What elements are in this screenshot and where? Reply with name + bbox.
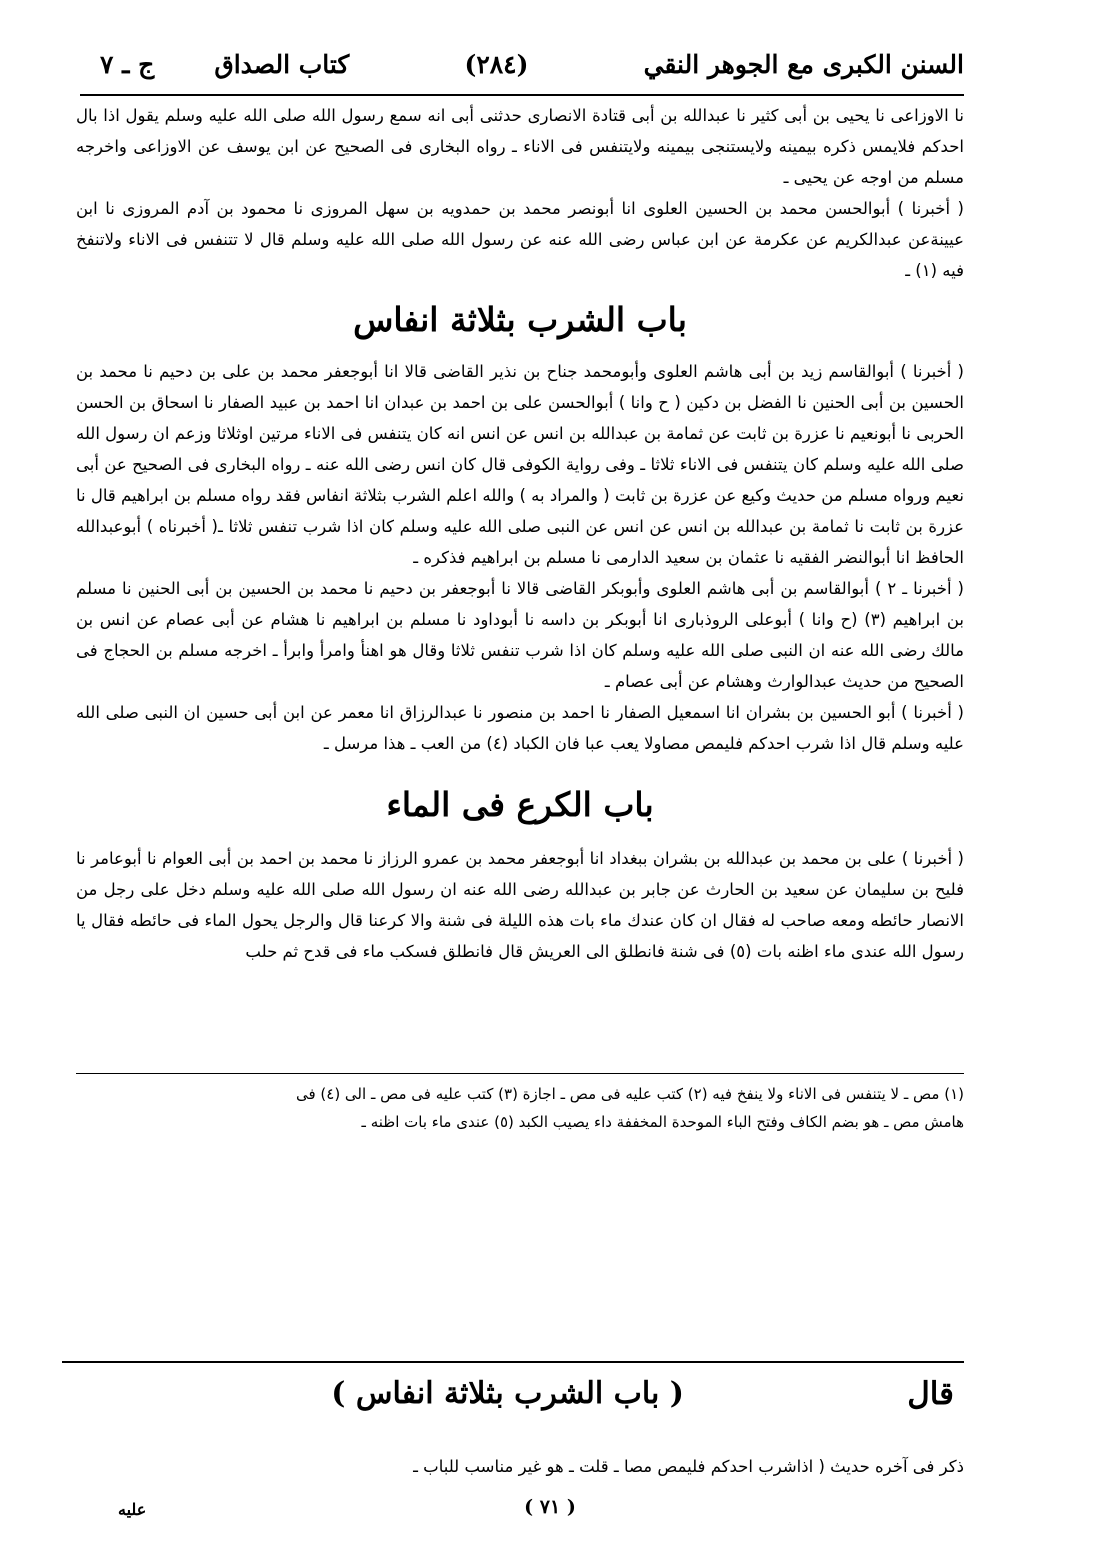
footer-page-number: ( ٧١ ) (524, 1496, 576, 1518)
paragraph-1: نا الاوزاعى نا يحيى بن أبى كثير نا عبدالله بن أبى قتادة الانصارى حدثنى أبى انه سمع رسول الله صلى الله عليه وسلم يقول اذا بال احدكم فلايمس ذكره بيمينه ولايستنجى بيمينه ولايتنفس فى الاناء ـ رواه البخارى فى الصحيح عن ابن يوسف عن الاوزاعى واخرجه مسلم من اوجه عن يحيى ـ (76, 106, 964, 187)
commentary-chapter-title: ( باب الشرب بثلاثة انفاس ) (331, 1376, 684, 1411)
commentary-heading (100, 1372, 964, 1428)
book-title: السنن الكبرى مع الجوهر النقي (643, 49, 964, 79)
paragraph-4: ( أخبرنا ـ ٢ ) أبوالقاسم بن أبى هاشم العلوى وأبوبكر القاضى قالا نا أبوجعفر بن دحيم نا محمد بن الحسين بن أبى الحنين نا مسلم بن ابراهيم (٣) (ح وانا ) أبوعلى الروذبارى انا أبوبكر بن داسه نا أبوداود نا مسلم بن ابراهيم نا هشام عن أبى عصام عن انس بن مالك رضى الله عنه ان النبى صلى الله عليه وسلم كان اذا شرب تنفس ثلاثا وقال هو اهنأ وامرأ وابرأ ـ اخرجه مسلم بن الحجاج فى الصحيح من حديث عبدالوارث وهشام عن أبى عصام ـ (76, 579, 964, 691)
footnote-line-2: هامش مص ـ هو بضم الكاف وفتح الباء الموحدة المخففة داء يصيب الكبد (٥) عندى ماء بات اظنه ـ (361, 1113, 964, 1131)
footnote-rule (76, 1073, 964, 1074)
header-left-group (100, 50, 349, 79)
section-title-karaa: باب الكرع فى الماء (386, 785, 654, 824)
volume-number: ج ـ ٧ (100, 49, 155, 79)
commentary-text: ذكر فى آخره حديث ( اذاشرب احدكم فليمص مصا ـ قلت ـ هو غير مناسب للباب ـ (413, 1457, 964, 1476)
main-text (76, 100, 964, 967)
paragraph-5: ( أخبرنا ) أبو الحسين بن بشران انا اسمعيل الصفار نا احمد بن منصور نا عبدالرزاق انا معمر عن ابن أبى حسين ان النبى صلى الله عليه وسلم قال اذا شرب احدكم فليمص مصاولا يعب عبا فان الكباد (٤) من العب ـ هذا مرسل ـ (76, 703, 964, 753)
commentary-qal: قال (907, 1376, 954, 1412)
footnote-line-1: (١) مص ـ لا يتنفس فى الاناء ولا ينفخ فيه (٢) كتب عليه فى مص ـ اجازة (٣) كتب عليه فى مص ـ الى (٤) فى (295, 1085, 964, 1103)
page-header (100, 42, 964, 86)
paragraph-6: ( أخبرنا ) على بن محمد بن عبدالله بن بشران ببغداد انا أبوجعفر محمد بن عمرو الرزاز نا محمد بن احمد بن أبى العوام نا أبوعامر نا فليح بن سليمان عن سعيد بن الحارث عن جابر بن عبدالله رضى الله عنه ان رسول الله صلى الله عليه وسلم دخل على رجل من الانصار حائطه ومعه صاحب له فقال ان كان عندك ماء بات هذه الليلة فى شنة والا كرعنا قال والرجل يحول الماء فى حائطه فقال يا رسول الله عندى ماء اظنه بات (٥) فى شنة فانطلق الى العريش قال فانطلق فسكب ماء فى قدح ثم حلب (76, 849, 964, 961)
chapter-title: كتاب الصداق (214, 49, 350, 79)
paragraph-2: ( أخبرنا ) أبوالحسن محمد بن الحسين العلوى انا أبونصر محمد بن حمدويه بن سهل المروزى نا محمود بن آدم المروزى نا ابن عيينةعن عبدالكريم عن عكرمة عن ابن عباس رضى الله عنه عن رسول الله صلى الله عليه وسلم قال لا تتنفس فى الاناء ولاتنفخ فيه (١) ـ (76, 199, 964, 280)
paragraph-3: ( أخبرنا ) أبوالقاسم زيد بن أبى هاشم العلوى وأبومحمد جناح بن نذير القاضى قالا انا أبوجعفر محمد بن على بن دحيم نا محمد بن الحسين بن أبى الحنين نا الفضل بن دكين ( ح وانا ) أبوالحسن على بن احمد بن عبدان انا احمد بن عبيد الصفار نا اسحاق بن الحسن الحربى نا أبونعيم نا عزرة بن ثابت عن ثمامة بن عبدالله بن انس عن انس انه كان يتنفس فى الاناء مرتين اوثلاثا وزعم ان رسول الله صلى الله عليه وسلم كان يتنفس فى الاناء ثلاثا ـ وفى رواية الكوفى قال كان انس رضى الله عنه ـ رواه البخارى فى الصحيح عن أبى نعيم ورواه مسلم من حديث وكيع عن عزرة بن ثابت ( والمراد به ) والله اعلم الشرب بثلاثة انفاس فقد رواه مسلم بن ابراهيم قال نا عزرة بن ثابت نا ثمامة بن عبدالله بن انس عن انس عن النبى صلى الله عليه وسلم كان اذا شرب تنفس ثلاثا ـ( أخبرناه ) أبوعبدالله الحافظ انا أبوالنضر الفقيه نا عثمان بن سعيد الدارمى نا مسلم بن ابراهيم فذكره ـ (76, 362, 964, 567)
section-title-drinking-three-breaths: باب الشرب بثلاثة انفاس (353, 300, 687, 339)
commentary-rule (62, 1361, 964, 1363)
catchword: عليه (118, 1500, 147, 1519)
footnotes (76, 1080, 964, 1136)
header-page-number: (٢٨٤) (464, 49, 529, 79)
header-rule (80, 94, 964, 96)
